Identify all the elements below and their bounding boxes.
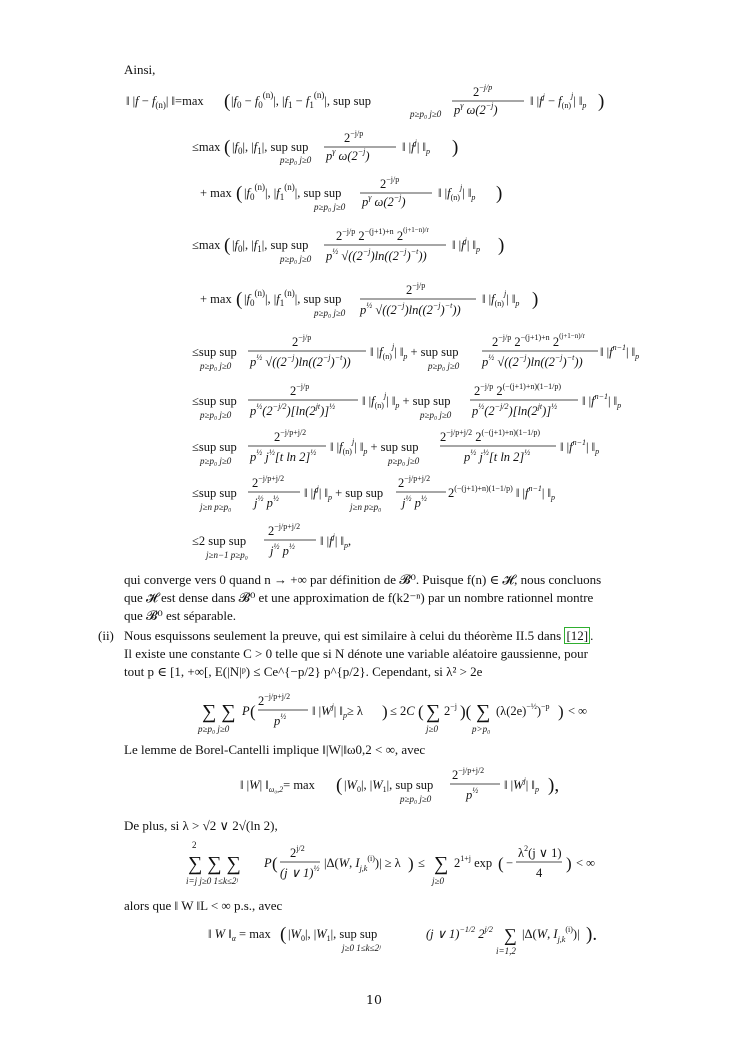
paragraph-line: alors que ‖ W ‖L < ∞ p.s., avec bbox=[124, 898, 283, 913]
svg-text:p≥p₀ j≥0: p≥p₀ j≥0 bbox=[400, 794, 432, 804]
svg-text:p½ j½[t ln 2]½: $p^{\frac{1}{2}}$ $j^{\frac{1}{2}}[t$ ln 2]$^{\frac{1}{2}}$ bbox=[464, 448, 531, 464]
equation-sum bbox=[196, 688, 606, 742]
svg-text:21+j exp: $2^{1+j}$ exp bbox=[454, 854, 493, 870]
svg-text:|f0|, |f1|, sup sup: $|f_0|$, $|f_1|$, sup sup bbox=[232, 238, 309, 254]
svg-text:‖ |fn−1| ‖p: ‖ $|f^{n-1}|$ $‖_p$ bbox=[600, 343, 640, 361]
svg-text:+ max: + max bbox=[200, 186, 232, 200]
svg-text:2j/2: $2^{j/2}$ bbox=[290, 844, 305, 860]
svg-text:‖ |W| ‖ω₀,2= max: ‖ |W| $‖_{\omega_0,2}= \max$ bbox=[240, 778, 315, 794]
svg-text:2(−(j+1)+n)(1−1/p) ‖ |fn−1| ‖p: $2^{(-(j+1)+n)(1-1/p)}$ ‖ $|f^{n-1}|$ $‖_p$ bbox=[448, 484, 556, 502]
svg-text:p½: $p^{\frac{1}{2}}$ bbox=[274, 712, 287, 728]
svg-text:i=1,2: i=1,2 bbox=[496, 946, 516, 956]
svg-text:i=j j≥0 1≤k≤2ʲ: i=j j≥0 1≤k≤2ʲ bbox=[186, 876, 238, 886]
svg-text:≤sup sup: ≤sup sup bbox=[192, 345, 237, 359]
svg-text:∑: ∑ bbox=[504, 925, 517, 945]
svg-text:2−j/p: 2−j/p bbox=[473, 83, 493, 99]
svg-text:≤ 2C: ≤ 2C bbox=[390, 704, 415, 718]
svg-text:λ2(j ∨ 1): $\lambda^2(j$ ∨ 1) bbox=[518, 844, 562, 860]
svg-text:(: ( bbox=[336, 775, 343, 796]
paragraph-line bbox=[124, 628, 593, 644]
svg-text:2−j/p 2(−(j+1)+n)(1−1/p): $2^{-j/p}$ $2^{(-(j+1)+n)(1-1/p)}$ bbox=[474, 382, 562, 398]
svg-text:≤sup sup: ≤sup sup bbox=[192, 486, 237, 500]
svg-text:∑ ∑: ∑ ∑ bbox=[202, 701, 236, 723]
svg-text:< ∞: < ∞ bbox=[568, 704, 588, 718]
svg-text:): ) bbox=[408, 854, 414, 873]
svg-text:≤2 sup sup: ≤2 sup sup bbox=[192, 534, 247, 548]
equation-line-3 bbox=[200, 172, 520, 222]
svg-text:p≥p₀ j≥0: p≥p₀ j≥0 bbox=[410, 109, 442, 119]
svg-text:P: P bbox=[264, 856, 272, 870]
svg-text:(: ( bbox=[236, 289, 243, 310]
svg-text:+ max: + max bbox=[200, 292, 232, 306]
equation-prob bbox=[186, 838, 606, 898]
svg-text:(j ∨ 1)½: (j ∨ 1)$^{\frac{1}{2}}$ bbox=[280, 864, 320, 880]
svg-text:j≥0: j≥0 bbox=[426, 724, 438, 734]
svg-text:j≥0: j≥0 bbox=[432, 876, 444, 886]
svg-text:p½ √((2−j)ln((2−j)−t)): $p^{\frac{1}{2}}$ $√((2^{-j})\ln((2^{-j})^{-t}))$ bbox=[250, 353, 351, 369]
svg-text:∑: ∑ bbox=[426, 701, 441, 723]
paragraph-text: Nous esquissons seulement la preuve, qui est similaire à celui du théorème II.5 dans bbox=[124, 628, 565, 643]
svg-text:|f0(n)|, |f1(n)|, sup sup: $|f_0^{(n)}|$, $|f_1^{(n)}|$, sup sup bbox=[244, 288, 342, 308]
svg-text:p≥p₀ j≥0: p≥p₀ j≥0 bbox=[280, 155, 312, 165]
svg-text:2−j/p+j/2: $2^{-j/p+j/2}$ bbox=[398, 474, 431, 490]
svg-text:): ) bbox=[532, 289, 539, 310]
svg-text:j½ p½: $j^{\frac{1}{2}}$ $p^{\frac{1}{2}}$ bbox=[402, 494, 427, 510]
svg-text:‖ |fj| ‖p: ‖ $|f^j|$ $‖_p$ bbox=[452, 236, 480, 254]
svg-text:(: ( bbox=[418, 702, 424, 721]
equation-line-10 bbox=[192, 518, 432, 572]
svg-text:(j ∨ 1)−1/2 2j/2: (j ∨ 1)$^{-1/2}$ $2^{j/2}$ bbox=[426, 925, 493, 941]
svg-text:|W0|, |W1|, sup sup: $|W_0|$, $|W_1|$, sup sup bbox=[288, 927, 378, 943]
svg-text:).: ). bbox=[586, 924, 598, 945]
svg-text:)(: )( bbox=[460, 702, 472, 721]
equation-line-1 bbox=[126, 80, 606, 128]
svg-text:2−j/p+j/2: $2^{-j/p+j/2}$ bbox=[258, 692, 291, 708]
svg-text:≤max: ≤max bbox=[192, 238, 221, 252]
svg-text:p½(2−j/2)[ln(2jt)]½: $p^{\frac{1}{2}}(2^{-j/2})[\ln(2^{jt})]^{\frac{1}{2}}$ bbox=[472, 402, 558, 418]
svg-text:j≥n−1 p≥p₀: j≥n−1 p≥p₀ bbox=[206, 550, 248, 560]
svg-text:≤: ≤ bbox=[418, 856, 425, 870]
svg-text:2−j/p: $2^{-j/p}$ bbox=[292, 333, 312, 349]
svg-text:4: 4 bbox=[536, 866, 543, 880]
svg-text:),: ), bbox=[548, 775, 560, 796]
svg-text:(: ( bbox=[280, 924, 287, 945]
svg-text:(: ( bbox=[272, 854, 278, 873]
svg-text:2−j/p+j/2: $2^{-j/p+j/2}$ bbox=[274, 428, 307, 444]
svg-text:< ∞: < ∞ bbox=[576, 856, 596, 870]
svg-text:‖ |Wj| ‖p≥ λ: ‖ $|W^j|$ $‖_p\ge \lambda$ bbox=[312, 702, 363, 720]
svg-text:‖ |fj − f(n)j| ‖p: ‖ $|f^j - f_{(n)}^j|$ $‖_p$ bbox=[530, 91, 587, 110]
svg-text:‖ |fj| ‖p: ‖ $|f^j|$ $‖_p$ bbox=[402, 138, 430, 156]
svg-text:p½ √((2−j)ln((2−j)−t)): $p^{\frac{1}{2}}$ $√((2^{-j})\ln((2^{-j})^{-t}))$ bbox=[360, 301, 461, 317]
svg-text:|f0(n)|, |f1(n)|, sup sup: $|f_0^{(n)}|$, $|f_1^{(n)}|$, sup sup bbox=[244, 182, 342, 202]
svg-text:): ) bbox=[498, 235, 505, 256]
svg-text:|Δ(W, Ij,k(i))| ≥ λ: |Δ(W, $I_{j,k}^{(i)})| \ge \lambda$ bbox=[324, 854, 401, 873]
equation-line-4 bbox=[192, 222, 522, 276]
svg-text:): ) bbox=[566, 854, 572, 873]
svg-text:(: ( bbox=[224, 137, 231, 158]
equation-line-6 bbox=[192, 328, 642, 384]
svg-text:p≥p₀ j≥0: p≥p₀ j≥0 bbox=[198, 724, 230, 734]
svg-text:|Δ(W, Ij,k(i))|: |Δ(W, $I_{j,k}^{(i)})|$ bbox=[522, 925, 580, 944]
svg-text:≤sup sup: ≤sup sup bbox=[192, 394, 237, 408]
svg-text:p½ √((2−j)ln((2−j)−t)): $p^{\frac{1}{2}}$ $√((2^{-j})\ln((2^{-j})^{-t}))$ bbox=[482, 353, 583, 369]
svg-text:pγ ω(2−j): $p^\gamma$ $\omega(2^{-j})$ bbox=[326, 147, 370, 163]
intro-text: Ainsi, bbox=[124, 62, 156, 77]
svg-text:(: ( bbox=[236, 183, 243, 204]
svg-text:−: − bbox=[506, 856, 514, 870]
svg-text:(λ(2e)−½)−p: $(\lambda(2e)^{-\frac{1}{2}})^{-p}$ bbox=[496, 702, 550, 718]
paragraph-text: . bbox=[590, 628, 594, 643]
citation-link[interactable]: [12] bbox=[566, 628, 589, 643]
svg-text:(: ( bbox=[224, 91, 231, 112]
svg-text:‖ |f(n)j| ‖p + sup sup: ‖ $|f_{(n)}^j|$ $‖_p$ + sup sup bbox=[370, 342, 459, 361]
equation-line-5 bbox=[200, 276, 545, 330]
svg-text:p≥p₀ j≥0: p≥p₀ j≥0 bbox=[314, 308, 346, 318]
svg-text:|W0|, |W1|, sup sup: $|W_0|$, $|W_1|$, sup sup bbox=[344, 778, 434, 794]
equation-line-9 bbox=[192, 470, 592, 524]
svg-text:p≥p₀ j≥0: p≥p₀ j≥0 bbox=[200, 361, 232, 371]
svg-text:p≥p₀ j≥0: p≥p₀ j≥0 bbox=[420, 410, 452, 420]
paragraph-line: Il existe une constante C > 0 telle que si N dénote une variable aléatoire gaussienne, pour bbox=[124, 646, 588, 661]
svg-text:2−j/p 2−(j+1)+n 2(j+1−n)/r: $2^{-j/p}$ $2^{-(j+1)+n}$ $2^{(j+1-n)/r}$ bbox=[492, 332, 585, 349]
paragraph-line: que 𝓑⁰ est séparable. bbox=[124, 608, 236, 623]
svg-text:2−j/p+j/2: $2^{-j/p+j/2}$ bbox=[252, 474, 285, 490]
svg-text:∑: ∑ bbox=[434, 853, 449, 875]
svg-text:): ) bbox=[598, 91, 605, 112]
svg-text:2−j/p+j/2: $2^{-j/p+j/2}$ bbox=[452, 766, 485, 782]
svg-text:‖ |f(n)j| ‖p + sup sup: ‖ $|f_{(n)}^j|$ $‖_p$ + sup sup bbox=[362, 391, 451, 410]
equation-norm bbox=[240, 762, 560, 816]
svg-text:≤sup sup: ≤sup sup bbox=[192, 440, 237, 454]
svg-text:p½: $p^{\frac{1}{2}}$ bbox=[466, 786, 479, 802]
svg-text:2−j/p: $2^{-j/p}$ bbox=[406, 281, 426, 297]
svg-text:(: ( bbox=[224, 235, 231, 256]
svg-text:p½(2−j/2)[ln(2jt)]½: $p^{\frac{1}{2}}(2^{-j/2})[\ln(2^{jt})]^{\frac{1}{2}}$ bbox=[250, 402, 336, 418]
svg-text:‖ |fj| ‖p + sup sup: ‖ $|f^j|$ $‖_p$ + sup sup bbox=[304, 484, 384, 502]
svg-text:p½ j½[t ln 2]½: $p^{\frac{1}{2}}$ $j^{\frac{1}{2}}[t$ ln 2]$^{\frac{1}{2}}$ bbox=[250, 448, 317, 464]
svg-text:p≥p₀ j≥0: p≥p₀ j≥0 bbox=[200, 456, 232, 466]
svg-text:p≥p₀ j≥0: p≥p₀ j≥0 bbox=[314, 202, 346, 212]
svg-text:pγ ω(2−j): $p^\gamma$ $\omega(2^{-j})$ bbox=[454, 101, 498, 117]
equation-final bbox=[208, 916, 608, 970]
svg-text:‖ |f(n)j| ‖p: ‖ $|f_{(n)}^j|$ $‖_p$ bbox=[438, 183, 476, 202]
svg-text:pγ ω(2−j): $p^\gamma$ $\omega(2^{-j})$ bbox=[362, 193, 406, 209]
svg-text:2−j/p: $2^{-j/p}$ bbox=[380, 175, 400, 191]
list-item-label: (ii) bbox=[98, 628, 114, 643]
svg-text:‖ W ‖α = max: ‖ W $‖_\alpha = \max$ bbox=[208, 927, 271, 943]
svg-text:j≥n p≥p₀: j≥n p≥p₀ bbox=[200, 502, 232, 512]
svg-text:P: P bbox=[242, 704, 250, 718]
svg-text:2−j/p: $2^{-j/p}$ bbox=[290, 382, 310, 398]
page-number: 10 bbox=[366, 992, 382, 1007]
svg-text:j½ p½: $j^{\frac{1}{2}}$ $p^{\frac{1}{2}}$ bbox=[270, 542, 295, 558]
svg-text:‖ |fn−1| ‖p: ‖ $|f^{n-1}|$ $‖_p$ bbox=[582, 392, 622, 410]
svg-text:‖ |f(n)j| ‖p + sup sup: ‖ $|f_{(n)}^j|$ $‖_p$ + sup sup bbox=[330, 437, 419, 456]
svg-text:p≥p₀ j≥0: p≥p₀ j≥0 bbox=[200, 410, 232, 420]
svg-text:(: ( bbox=[250, 702, 256, 721]
svg-text:2: 2 bbox=[192, 840, 197, 850]
paragraph-line: que 𝓗 est dense dans 𝓑⁰ et une approximation de f(k2⁻ⁿ) par un nombre rationnel montre bbox=[124, 590, 594, 605]
paragraph-line: Le lemme de Borel-Cantelli implique ‖|W|‖ω0,2 < ∞, avec bbox=[124, 742, 426, 757]
svg-text:): ) bbox=[452, 137, 459, 158]
svg-text:j≥0 1≤k≤2ʲ: j≥0 1≤k≤2ʲ bbox=[342, 943, 381, 953]
paragraph-line: qui converge vers 0 quand n → +∞ par définition de 𝓑⁰. Puisque f(n) ∈ 𝓗, nous concluons bbox=[124, 572, 602, 587]
equation-line-2 bbox=[192, 126, 492, 174]
svg-text:j½ p½: $j^{\frac{1}{2}}$ $p^{\frac{1}{2}}$ bbox=[254, 494, 279, 510]
paragraph-line: tout p ∈ [1, +∞[, E(|N|ᵖ) ≤ Ce^{−p/2} p^{p/2}. Cependant, si λ² > 2e bbox=[124, 664, 483, 679]
svg-text:2−j/p+j/2: $2^{-j/p+j/2}$ bbox=[268, 522, 301, 538]
svg-text:≤max: ≤max bbox=[192, 140, 221, 154]
svg-text:): ) bbox=[382, 702, 388, 721]
svg-text:): ) bbox=[558, 702, 564, 721]
svg-text:‖ |fn−1| ‖p: ‖ $|f^{n-1}|$ $‖_p$ bbox=[560, 438, 600, 456]
svg-text:∑ ∑ ∑: ∑ ∑ ∑ bbox=[188, 853, 241, 875]
svg-text:2−j/p 2−(j+1)+n 2(j+1−n)/r: $2^{-j/p}$ $2^{-(j+1)+n}$ $2^{(j+1-n)/r}$ bbox=[336, 226, 429, 243]
svg-text:2−j: $2^{-j}$ bbox=[444, 702, 457, 718]
svg-text:‖ |f − f(n)| ‖=max: ‖ $|f - f_{(n)}|$ ‖=max bbox=[126, 94, 204, 110]
svg-text:(: ( bbox=[498, 854, 504, 873]
svg-text:2−j/p: $2^{-j/p}$ bbox=[344, 129, 364, 145]
svg-text:p½ √((2−j)ln((2−j)−t)): $p^{\frac{1}{2}}$ $√((2^{-j})\ln((2^{-j})^{-t}))$ bbox=[326, 247, 427, 263]
svg-text:‖ |fj| ‖p,: ‖ $|f^j|$ $‖_p$, bbox=[320, 532, 352, 550]
svg-text:p≥p₀ j≥0: p≥p₀ j≥0 bbox=[280, 254, 312, 264]
svg-text:‖ |Wj| ‖p: ‖ $|W^j|$ $‖_p$ bbox=[504, 776, 539, 794]
svg-text:‖ |f(n)j| ‖p: ‖ $|f_{(n)}^j|$ $‖_p$ bbox=[482, 289, 520, 308]
svg-text:p>p₀: p>p₀ bbox=[472, 724, 491, 734]
svg-text:p≥p₀ j≥0: p≥p₀ j≥0 bbox=[428, 361, 460, 371]
svg-text:p≥p₀ j≥0: p≥p₀ j≥0 bbox=[388, 456, 420, 466]
svg-text:): ) bbox=[496, 183, 503, 204]
svg-text:∑: ∑ bbox=[476, 701, 491, 723]
svg-text:|f0|, |f1|, sup sup: $|f_0|$, $|f_1|$, sup sup bbox=[232, 140, 309, 156]
svg-text:2−j/p+j/2 2(−(j+1)+n)(1−1/p): $2^{-j/p+j/2}$ $2^{(-(j+1)+n)(1-1/p)}$ bbox=[440, 428, 541, 444]
svg-text:j≥n p≥p₀: j≥n p≥p₀ bbox=[350, 502, 382, 512]
paragraph-line: De plus, si λ > √2 ∨ 2√(ln 2), bbox=[124, 818, 278, 833]
svg-text:|f0 − f0(n)|, |f1 − f1(n)|, su: $|f_0 - f_0^{(n)}|$, $|f_1 - f_1^{(n)}|$, sup sup bbox=[231, 90, 371, 110]
